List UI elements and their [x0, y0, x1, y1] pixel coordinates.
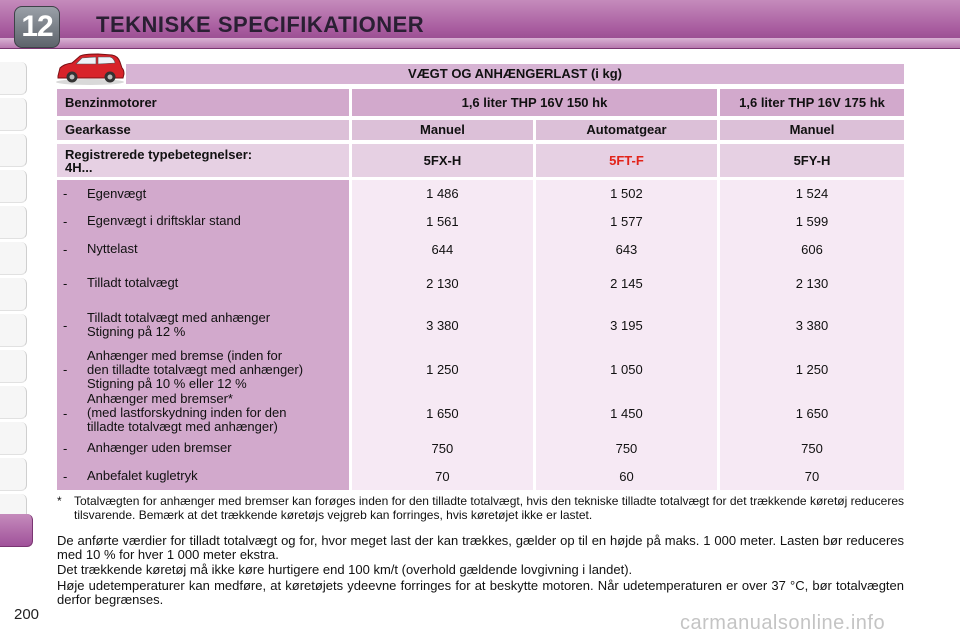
item-label-line: tilladte totalvægt med anhænger)	[87, 419, 278, 434]
gear-col-2: Automatgear	[536, 120, 717, 140]
item-dash: -	[63, 362, 68, 377]
item-value: 1 577	[610, 213, 643, 229]
side-tab[interactable]	[0, 170, 27, 203]
item-value: 70	[435, 468, 450, 484]
item-value: 2 130	[795, 275, 829, 291]
engine-row-label: Benzinmotorer	[57, 89, 349, 116]
item-value: 3 380	[795, 317, 829, 333]
gear-col-1: Manuel	[352, 120, 533, 140]
item-dash: -	[63, 440, 68, 456]
item-label	[87, 276, 178, 290]
item-value: 643	[615, 241, 638, 257]
side-tab[interactable]	[0, 458, 27, 491]
item-value: 1 524	[795, 186, 829, 201]
item-label	[87, 392, 286, 434]
type-row-label	[57, 144, 349, 177]
item-label	[87, 187, 146, 201]
item-label	[87, 214, 241, 228]
side-tab[interactable]	[0, 350, 27, 383]
values-column-3	[720, 180, 904, 490]
item-dash: -	[63, 186, 68, 201]
item-label-line: Tilladt totalvægt med anhænger	[87, 310, 271, 325]
item-value: 1 650	[426, 405, 459, 421]
item-label-line: Stigning på 12 %	[87, 324, 186, 339]
type-col-3: 5FY-H	[720, 144, 904, 177]
item-label-row	[57, 434, 349, 462]
item-value: 60	[619, 468, 634, 484]
side-tab[interactable]	[0, 314, 27, 347]
item-value: 606	[801, 241, 823, 257]
item-label-row	[57, 462, 349, 490]
item-dash: -	[63, 275, 68, 291]
item-label	[87, 242, 138, 256]
item-value: 1 561	[426, 213, 459, 229]
item-value: 644	[431, 241, 454, 257]
page-title: TEKNISKE SPECIFIKATIONER	[96, 12, 425, 37]
item-label-row	[57, 180, 349, 207]
item-label-row	[57, 263, 349, 303]
item-dash: -	[63, 405, 68, 421]
item-label-line: Stigning på 10 % eller 12 %	[87, 375, 247, 391]
item-label-row	[57, 392, 349, 434]
item-value: 1 650	[795, 405, 829, 421]
header-band	[0, 38, 960, 48]
chapter-number-badge: 12	[14, 6, 60, 48]
item-label	[87, 469, 198, 483]
engine-2-header: 1,6 liter THP 16V 175 hk	[720, 89, 904, 116]
footnote-text: Totalvægten for anhænger med bremser kan forøges inden for den tilladte totalvægt, hvis den tekniske tilladte totalvægt for det trækkende køretøj reduceres tilsvarende. Bemærk at det trækkende køretøjs vejgreb kan forringes, hvis køretøjet ikke er lastet.	[74, 494, 904, 522]
item-dash: -	[63, 241, 68, 257]
footnote	[57, 494, 904, 522]
item-label-row	[57, 207, 349, 235]
section-title: VÆGT OG ANHÆNGERLAST (i kg)	[126, 64, 904, 84]
side-tab[interactable]	[0, 62, 27, 95]
type-label-line1: Registrerede typebetegnelser:	[65, 147, 253, 162]
item-value: 1 502	[610, 186, 643, 201]
item-label-line: Anhænger med bremser*	[87, 391, 233, 406]
item-label-line: Anbefalet kugletryk	[87, 468, 198, 483]
engine-1-header: 1,6 liter THP 16V 150 hk	[352, 89, 717, 116]
paragraph-altitude: De anførte værdier for tilladt totalvægt og for, hvor meget last der kan trækkes, gælder op til en højde på maks. 1 000 meter. Lasten bør reduceres med 10 % for hver 1 000 meter ekstra.	[57, 533, 904, 562]
item-value: 750	[431, 440, 454, 456]
item-value: 3 380	[426, 317, 459, 333]
side-tab[interactable]	[0, 98, 27, 131]
item-value: 750	[615, 440, 638, 456]
weight-table	[57, 89, 904, 490]
paragraph-temperature: Høje udetemperaturer kan medføre, at køretøjets ydeevne forringes for at beskytte motoren. Når udetemperaturen er over 37 °C, bør totalvægten derfor begrænses.	[57, 578, 904, 607]
item-dash: -	[63, 317, 68, 333]
item-label	[87, 311, 270, 339]
chapter-side-tabs	[0, 50, 40, 570]
type-col-2: 5FT-F	[536, 144, 717, 177]
item-value: 1 250	[795, 362, 829, 377]
item-value: 1 250	[426, 362, 459, 377]
item-label-line: (med lastforskydning inden for den	[87, 405, 287, 420]
item-label-line: Egenvægt i driftsklar stand	[87, 213, 241, 228]
item-value: 70	[804, 468, 820, 484]
side-tab[interactable]	[0, 386, 27, 419]
item-label-line: den tilladte totalvægt med anhænger)	[87, 361, 304, 377]
item-labels-column	[57, 180, 349, 490]
item-value: 2 145	[610, 275, 643, 291]
values-column-2	[536, 180, 717, 490]
values-column-1	[352, 180, 533, 490]
item-label	[87, 441, 232, 455]
item-value: 750	[801, 440, 823, 456]
item-label-line: Anhænger med bremse (inden for	[87, 347, 283, 363]
car-icon	[54, 52, 126, 86]
item-dash: -	[63, 213, 68, 229]
paragraph-speed: Det trækkende køretøj må ikke køre hurtigere end 100 km/t (overhold gældende lovgivning i landet).	[57, 562, 633, 577]
page-number: 200	[14, 606, 40, 623]
gear-row-label: Gearkasse	[57, 120, 349, 140]
side-tab[interactable]	[0, 278, 27, 311]
item-value: 1 450	[610, 405, 643, 421]
gear-row	[57, 120, 904, 140]
item-value: 3 195	[610, 317, 643, 333]
table-body	[57, 180, 904, 490]
item-label-row	[57, 347, 349, 392]
item-value: 2 130	[426, 275, 459, 291]
item-label-line: Egenvægt	[87, 185, 147, 201]
item-label	[87, 349, 303, 391]
side-tab-active[interactable]	[0, 514, 33, 547]
type-col-1: 5FX-H	[352, 144, 533, 177]
item-label-line: Anhænger uden bremser	[87, 440, 232, 455]
type-label-line2: 4H...	[65, 160, 93, 175]
item-label-line: Nyttelast	[87, 241, 138, 256]
side-tab[interactable]	[0, 134, 27, 167]
side-tab[interactable]	[0, 242, 27, 275]
side-tab[interactable]	[0, 206, 27, 239]
item-value: 1 599	[795, 213, 829, 229]
item-label-row	[57, 235, 349, 263]
engine-row	[57, 89, 904, 116]
item-value: 1 050	[610, 362, 643, 377]
item-dash: -	[63, 468, 68, 484]
item-value: 1 486	[426, 186, 459, 201]
side-tab[interactable]	[0, 422, 27, 455]
footnote-star: *	[57, 494, 62, 508]
type-row	[57, 144, 904, 177]
item-label-line: Tilladt totalvægt	[87, 275, 179, 290]
watermark: carmanualsonline.info	[680, 612, 886, 634]
item-label-row	[57, 303, 349, 347]
gear-col-3: Manuel	[720, 120, 904, 140]
